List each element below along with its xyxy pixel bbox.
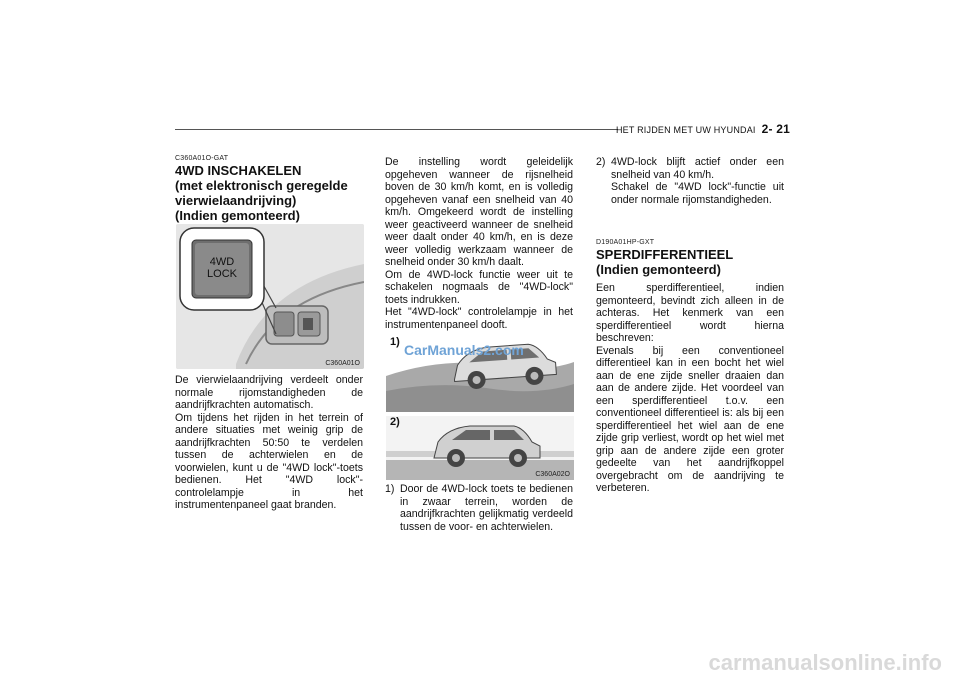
section-code-diff: D190A01HP-GXT (596, 239, 655, 246)
title-line: (Indien gemonteerd) (596, 262, 721, 277)
watermark: CarManuals2.com (404, 342, 524, 358)
paragraph: Om de 4WD-lock functie weer uit te schakelen nogmaals de "4WD-lock" toets indrukken. (385, 268, 573, 306)
list-number: 1) (385, 483, 395, 495)
list-text: Door de 4WD-lock toets te bedienen in zwaar terrein, worden de aandrijfkrachten gelijkmatig verdeeld tussen de voor- en achterwielen. (400, 483, 573, 533)
list-text: 4WD-lock blijft actief onder een snelheid van 40 km/h. (611, 156, 784, 181)
button-label-line: 4WD (209, 256, 235, 268)
button-label-line: LOCK (207, 268, 237, 280)
col3-body (596, 282, 784, 495)
4wd-lock-button-label (192, 256, 252, 280)
paragraph: Evenals bij een conventioneel differentieel kan in een bocht het wiel aan de ene zijde sneller draaien dan aan de andere zijde. Het voordeel van een sperdifferentieel t.o.v. een conventioneel differentieel is: als bij een sperdifferentieel het wiel aan de ene zijde grip verliest, wordt op het wiel met grip aan de andere zijde een groter gedeelte van het aandrijfkoppel overgebracht om de aandrijving te verbeteren. (596, 344, 784, 494)
paragraph: De instelling wordt geleidelijk opgeheven wanneer de rijsnelheid boven de 30 km/h komt, en is volledig opgeheven vanaf een snelheid van 40 km/h. Omgekeerd wordt de instelling weer geactiveerd wanneer de snelheid weer daalt onder 40 km/h, en is deze weer volledig werkzaam wanneer de snelheid onder 30 km/h daalt. (385, 156, 573, 268)
title-line: 4WD INSCHAKELEN (175, 163, 302, 178)
figure-4wd-lock-switch (176, 224, 364, 369)
page-header (616, 122, 790, 136)
paragraph: Om tijdens het rijden in het terrein of andere situaties met weinig grip de aandrijfkrachten 50:50 te verdelen tussen de achterwielen en de voorwielen, kunt u de "4WD lock"-toets bedienen. Het "4WD lock"-controlelampje in het instrumentenpaneel gaat branden. (175, 411, 363, 511)
section-title-4wd (175, 163, 365, 223)
page-number: 2- 21 (761, 122, 790, 136)
col2-list-item-1 (385, 483, 573, 533)
section-code-4wd: C360A01O-GAT (175, 155, 229, 162)
header-title: HET RIJDEN MET UW HYUNDAI (615, 125, 756, 135)
figure-4wd-vehicles (386, 336, 574, 480)
title-line: (met elektronisch geregelde (175, 178, 348, 193)
paragraph: De vierwielaandrijving verdeelt onder normale rijomstandigheden de aandrijfkrachten automatisch. (175, 374, 363, 411)
figure-code: C360A01O (325, 360, 360, 367)
figure-code: C360A02O (535, 471, 570, 478)
title-line: vierwielaandrijving) (175, 193, 297, 208)
title-line: SPERDIFFERENTIEEL (596, 247, 734, 262)
figure-label-2: 2) (390, 416, 400, 428)
list-number: 2) (596, 156, 606, 168)
header-rule (175, 129, 618, 130)
title-line: (Indien gemonteerd) (175, 208, 300, 223)
figure-label-1: 1) (390, 336, 400, 348)
paragraph: Een sperdifferentieel, indien gemonteerd, bevindt zich alleen in de achteras. Het kenmerk van een sperdifferentieel wordt hierna beschreven: (596, 282, 784, 344)
col1-body (175, 374, 363, 512)
section-title-diff (596, 247, 786, 277)
list-text-continued: Schakel de "4WD lock"-functie uit onder normale rijomstandigheden. (611, 181, 784, 206)
col2-body (385, 156, 573, 331)
footer-site: carmanualsonline.info (708, 650, 942, 675)
col3-list-item-2 (596, 156, 784, 206)
paragraph: Het "4WD-lock" controlelampje in het instrumentenpaneel dooft. (385, 306, 573, 331)
switch-illustration (176, 224, 364, 369)
